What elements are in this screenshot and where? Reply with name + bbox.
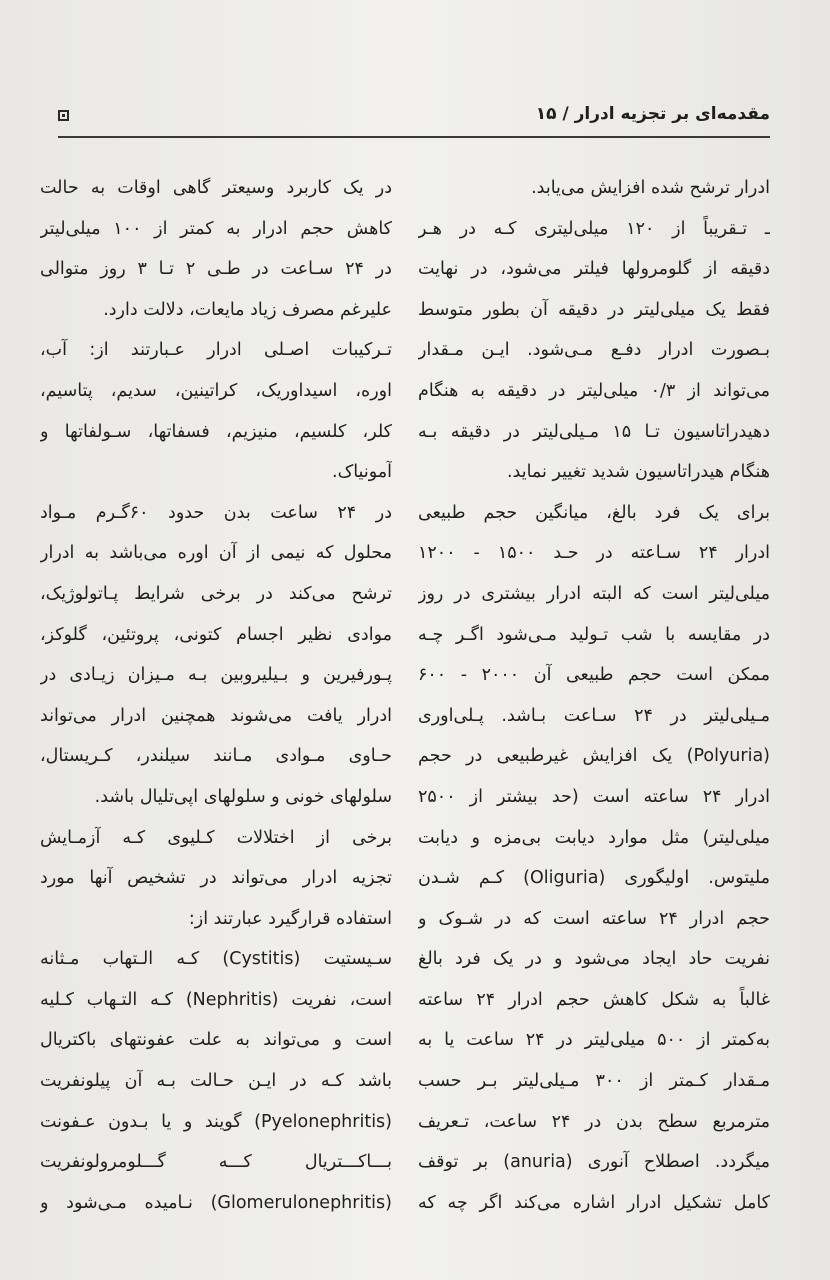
text-line: در یک کاربرد وسیعتر گاهی اوقات به حالت bbox=[40, 178, 392, 198]
text-line: نفریت حاد ایجاد می‌شود و در یک فرد بالغ bbox=[418, 949, 770, 970]
text-line: کاهش حجم ادرار به کمتر از ۱۰۰ میلی‌لیتر bbox=[40, 218, 392, 239]
text-line: به‌کمتر از ۵۰۰ میلی‌لیتر در ۲۴ ساعت یا به bbox=[418, 1030, 770, 1051]
text-line: ـ تـقریباً از ۱۲۰ میلی‌لیتری کـه در هـر bbox=[418, 218, 770, 239]
text-line: بـصورت ادرار دفـع مـی‌شود. ایـن مـقدار bbox=[418, 340, 770, 361]
text-line: ادرار ۲۴ ساعته است (حد بیشتر از ۲۵۰۰ bbox=[418, 786, 770, 807]
text-line: برای یک فرد بالغ، میانگین حجم طبیعی bbox=[418, 502, 770, 523]
running-head: مقدمه‌ای بر تجزیه ادرار / ۱۵ bbox=[535, 104, 770, 124]
text-line: ادرار ترشح شده افزایش می‌یابد. bbox=[531, 178, 770, 198]
text-line: علیرغم مصرف زیاد مایعات، دلالت دارد. bbox=[103, 299, 392, 320]
square-ornament-icon bbox=[58, 110, 69, 121]
text-line: در ۲۴ سـاعت در طـی ۲ تـا ۳ روز متوالی bbox=[40, 259, 392, 280]
text-line: آمونیاک. bbox=[332, 462, 392, 483]
text-line: غالباً به شکل کاهش حجم ادرار ۲۴ ساعته bbox=[418, 989, 770, 1010]
text-line: اوره، اسیداوریک، کراتینین، سدیم، پتاسیم، bbox=[40, 380, 392, 401]
text-line: مترمربع سطح بدن در ۲۴ ساعت، تـعریف bbox=[418, 1111, 770, 1132]
text-line: محلول که نیمی از آن اوره می‌باشد به ادرار bbox=[40, 543, 392, 564]
right-text-column bbox=[418, 168, 770, 1223]
text-line: ممکن است حجم طبیعی آن ۲۰۰۰ - ۶۰۰ bbox=[418, 665, 770, 686]
text-line: (Pyelonephritis) گویند و یا بـدون عـفونت bbox=[40, 1111, 392, 1132]
text-line: حـاوی مـوادی مـانند سیلندر، کـریستال، bbox=[40, 746, 392, 767]
text-line: مـیلی‌لیتر در ۲۴ سـاعت بـاشد. پـلی‌اوری bbox=[418, 705, 770, 726]
text-line: ملیتوس. اولیگوری (Oliguria) کـم شـدن bbox=[418, 868, 770, 889]
text-line: تـرکیبات اصـلی ادرار عـبارتند از: آب، bbox=[40, 340, 392, 361]
text-line: پـورفیرین و بـیلیروبین بـه مـیزان زیـادی در bbox=[40, 665, 392, 686]
text-line: ادرار یافت می‌شوند همچنین ادرار می‌تواند bbox=[40, 705, 392, 726]
text-line: سـیستیت (Cystitis) کـه الـتهاب مـثانه bbox=[40, 949, 392, 970]
page-header bbox=[58, 100, 770, 138]
text-line: مـقدار کـمتر از ۳۰۰ مـیلی‌لیتر بـر حسب bbox=[418, 1071, 770, 1092]
text-line: حجم ادرار ۲۴ ساعته است که در شـوک و bbox=[418, 908, 770, 929]
text-line: موادی نظیر اجسام کتونی، پروتئین، گلوکز، bbox=[40, 624, 392, 645]
text-line: میلی‌لیتر است که البته ادرار بیشتری در روز bbox=[418, 583, 770, 604]
text-line: میگردد. اصطلاح آنوری (anuria) بر توقف bbox=[418, 1152, 770, 1173]
text-line: (Polyuria) یک افزایش غیرطبیعی در حجم bbox=[418, 746, 770, 767]
left-text-column bbox=[40, 168, 392, 1223]
text-line: کلر، کلسیم، منیزیم، فسفاتها، سـولفاتها و bbox=[40, 421, 392, 442]
text-line: در ۲۴ ساعت بدن حدود ۶۰گـرم مـواد bbox=[40, 502, 392, 523]
text-line: (Glomerulonephritis) نـامیده مـی‌شود و bbox=[40, 1192, 392, 1213]
text-line: بـــاکـــتریال کـــه گـــلومرولونفریت bbox=[40, 1152, 392, 1173]
text-line: دقیقه از گلومرولها فیلتر می‌شود، در نهایت bbox=[418, 259, 770, 280]
text-line: تجزیه ادرار می‌تواند در تشخیص آنها مورد bbox=[40, 868, 392, 889]
text-line: است، نفریت (Nephritis) کـه التـهاب کـلیه bbox=[40, 989, 392, 1010]
text-line: ادرار ۲۴ سـاعته در حـد ۱۵۰۰ - ۱۲۰۰ bbox=[418, 543, 770, 564]
text-line: در مقایسه با شب تـولید مـی‌شود اگـر چـه bbox=[418, 624, 770, 645]
text-line: فقط یک میلی‌لیتر در دقیقه آن بطور متوسط bbox=[418, 299, 770, 320]
text-line: باشد کـه در ایـن حـالت بـه آن پیلونفریت bbox=[40, 1071, 392, 1092]
text-line: می‌تواند از ۰/۳ میلی‌لیتر در دقیقه به هنگام bbox=[418, 380, 770, 401]
text-line: دهیدراتاسیون تـا ۱۵ مـیلی‌لیتر در دقیقه بـه bbox=[418, 421, 770, 442]
text-line: میلی‌لیتر) مثل موارد دیابت بی‌مزه و دیابت bbox=[418, 827, 770, 848]
text-line: سلولهای خونی و سلولهای اپی‌تلیال باشد. bbox=[94, 786, 392, 807]
text-line: استفاده قرارگیرد عبارتند از: bbox=[188, 908, 392, 929]
text-line: هنگام هیدراتاسیون شدید تغییر نماید. bbox=[506, 462, 770, 483]
text-line: کامل تشکیل ادرار اشاره می‌کند اگر چه که bbox=[418, 1192, 770, 1213]
text-line: ترشح می‌کند در برخی شرایط پـاتولوژیک، bbox=[40, 583, 392, 604]
text-line: برخی از اختلالات کـلیوی کـه آزمـایش bbox=[40, 827, 392, 848]
text-line: است و می‌تواند به علت عفونتهای باکتریال bbox=[40, 1030, 392, 1051]
